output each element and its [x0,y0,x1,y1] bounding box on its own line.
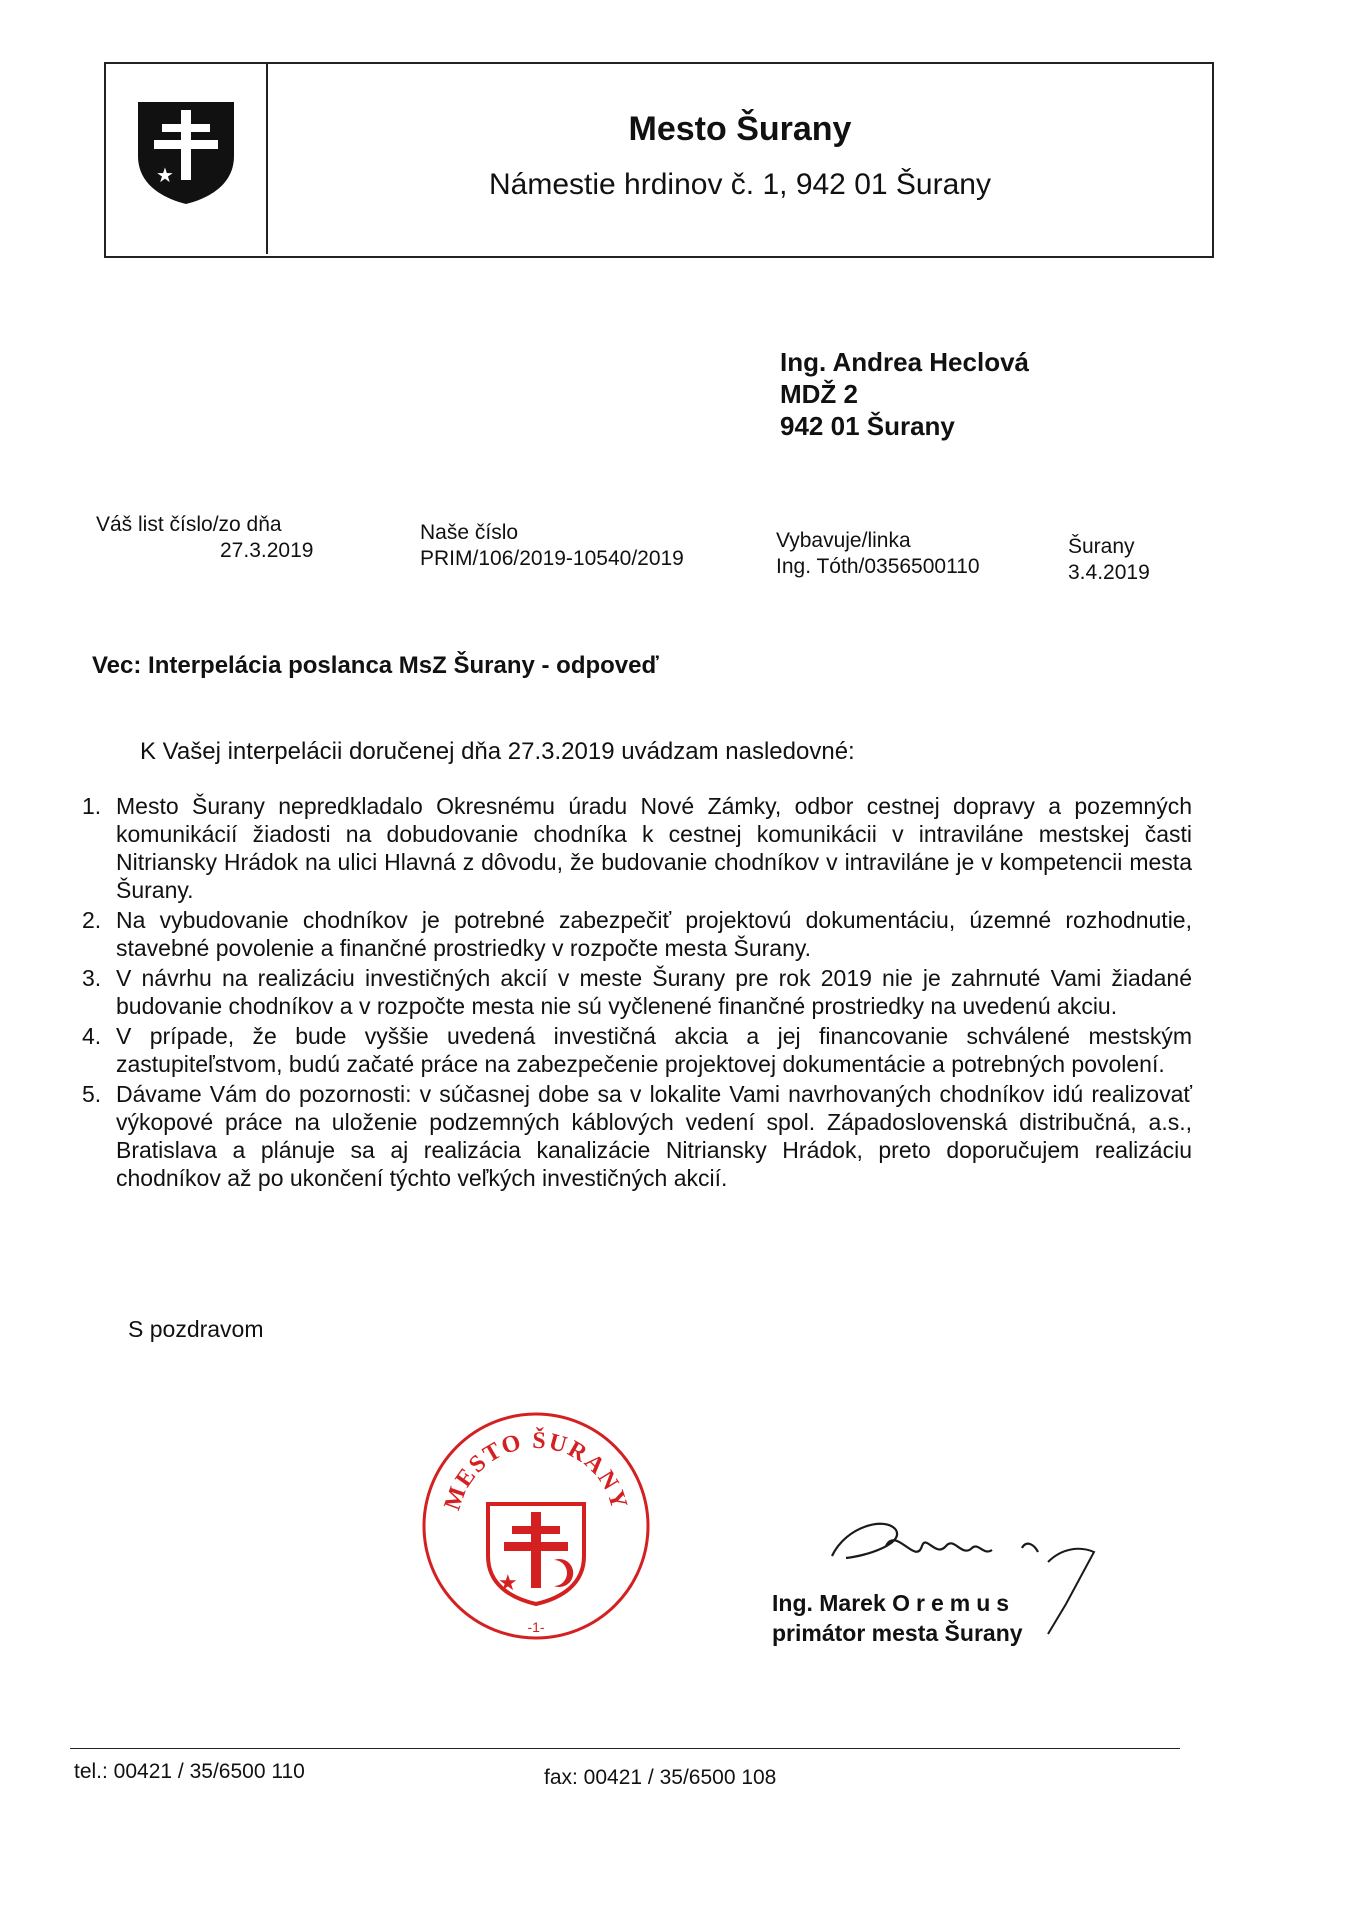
list-text: Mesto Šurany nepredkladalo Okresnému úradu Nové Zámky, odbor cestnej dopravy a pozemných komunikácií žiadosti na dobudovanie chodníka k cestnej komunikácii v intraviláne mestskej časti Nitriansky Hrádok na ulici Hlavná z dôvodu, že budovanie chodníkov v intraviláne je v kompetencii mesta Šurany. [116,793,1192,903]
coat-of-arms-icon [134,98,238,206]
reference-value: 3.4.2019 [1068,561,1150,584]
signer-title: primátor mesta Šurany [772,1620,1023,1646]
list-text: Na vybudovanie chodníkov je potrebné zabezpečiť projektovú dokumentáciu, územné rozhodnutie, stavebné povolenie a finančné prostriedky v rozpočte mesta Šurany. [116,907,1192,961]
list-number: 5. [82,1081,102,1107]
footer-divider [70,1748,1180,1749]
footer-phone: tel.: 00421 / 35/6500 110 [74,1760,305,1783]
response-list [82,792,1192,1194]
list-item [82,1022,1192,1078]
signer-block [772,1588,1023,1648]
org-address: Námestie hrdinov č. 1, 942 01 Šurany [489,168,991,201]
list-item [82,1080,1192,1192]
reference-handled-by [776,528,980,580]
recipient-name: Ing. Andrea Heclová [780,347,1029,377]
recipient-block [780,346,1029,442]
list-number: 1. [82,793,102,819]
reference-label: Šurany [1068,535,1135,558]
reference-your-letter [96,512,313,564]
list-text: Dávame Vám do pozornosti: v súčasnej dobe sa v lokalite Vami navrhovaných chodníkov idú realizovať výkopové práce na uloženie podzemných káblových vedení spol. Západoslovenská distribučná, a.s., Bratislava a plánuje sa aj realizácia kanalizácie Nitriansky Hrádok, preto doporučujem realizáciu chodníkov až po ukončení týchto veľkých investičných akcií. [116,1081,1192,1191]
list-text: V návrhu na realizáciu investičných akcií v meste Šurany pre rok 2019 nie je zahrnuté Vami žiadané budovanie chodníkov a v rozpočte mesta nie sú vyčlenené finančné prostriedky na uvedenú akciu. [116,965,1192,1019]
signer-name [772,1588,1023,1618]
list-text: V prípade, že bude vyššie uvedená investičná akcia a jej financovanie schválené mestským zastupiteľstvom, budú začaté práce na zabezpečenie projektovej dokumentácie a potrebných povolení. [116,1023,1192,1077]
reference-value: PRIM/106/2019-10540/2019 [420,547,684,570]
footer-fax: fax: 00421 / 35/6500 108 [544,1766,777,1789]
reference-label: Naše číslo [420,521,519,544]
list-number: 2. [82,907,102,933]
svg-text:★: ★ [156,163,174,187]
subject-line: Vec: Interpelácia poslanca MsZ Šurany - odpoveď [92,652,659,679]
reference-label: Váš list číslo/zo dňa [96,513,282,536]
org-name: Mesto Šurany [628,110,852,148]
stamp-text: MESTO ŠURANY [439,1427,633,1514]
recipient-street: MDŽ 2 [780,379,858,409]
signer-name-prefix: Ing. Marek [772,1590,893,1616]
reference-value: 27.3.2019 [220,539,314,562]
list-item [82,906,1192,962]
letterhead-box [104,62,1214,258]
list-item [82,964,1192,1020]
recipient-city: 942 01 Šurany [780,411,955,441]
reference-value: Ing. Tóth/0356500110 [776,555,980,578]
svg-text:★: ★ [498,1571,518,1596]
greeting: S pozdravom [128,1316,264,1342]
intro-paragraph: K Vašej interpelácii doručenej dňa 27.3.2019 uvádzam nasledovné: [140,738,855,765]
list-item [82,792,1192,904]
reference-our-number [420,520,684,572]
reference-label: Vybavuje/linka [776,529,911,552]
official-stamp [416,1406,656,1646]
list-number: 4. [82,1023,102,1049]
signer-surname: Oremus [892,1590,1016,1616]
reference-place-date [1068,534,1150,586]
list-number: 3. [82,965,102,991]
stamp-number: -1- [527,1619,545,1635]
